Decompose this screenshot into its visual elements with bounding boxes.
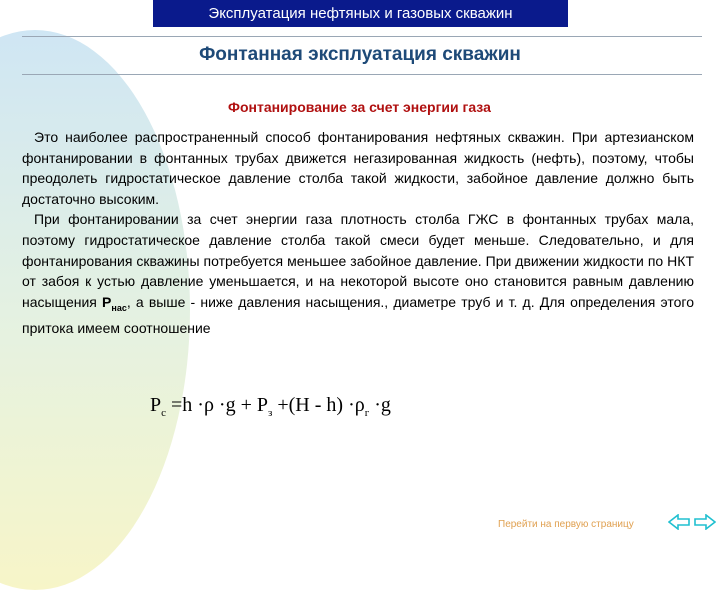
paragraph-2 [22,209,694,338]
body-text [22,127,694,339]
header-title: Эксплуатация нефтяных и газовых скважин [208,5,513,22]
saturation-pressure-symbol: $P_{нас}$ [102,293,127,313]
formula: $P_c =h \cdot\rho \cdot g + P_з +(H - h) \cdot\rho_г \cdot g$ [150,394,391,419]
prev-page-button[interactable] [668,514,690,530]
first-page-link[interactable]: Перейти на первую страницу [498,519,634,530]
section-subtitle: Фонтанирование за счет энергии газа [228,99,491,115]
paragraph-2-start: При фонтанировании за счет энергии газа плотность столба ГЖС в фонтанных трубах мала, поэтому гидростатическое давление столба такой смеси будет меньше. Следовательно, и для фонтанирования скважины потребуется меньшее забойное давление. При движении жидкости по НКТ от забоя к устью давление уменьшается, и на некоторой высоте оно становится равным давлению насыщения [22,211,694,310]
arrow-left-icon [668,514,690,530]
divider-bottom [22,74,702,75]
arrow-right-icon [694,514,716,530]
divider-top [22,36,702,37]
header-bar [153,0,568,27]
page-title: Фонтанная эксплуатация скважин [199,44,521,65]
paragraph-1: Это наиболее распространенный способ фонтанирования нефтяных скважин. При артезианском фонтанировании в фонтанных трубах движется негазированная жидкость (нефть), поэтому, чтобы преодолеть гидростатическое давление столба такой жидкости, забойное давление должно быть достаточно высоким. [22,129,694,207]
next-page-button[interactable] [694,514,716,530]
paragraph-2-end: , а выше - ниже давления насыщения., диаметре труб и т. д. Для определения этого притока имеем соотношение [22,293,694,337]
